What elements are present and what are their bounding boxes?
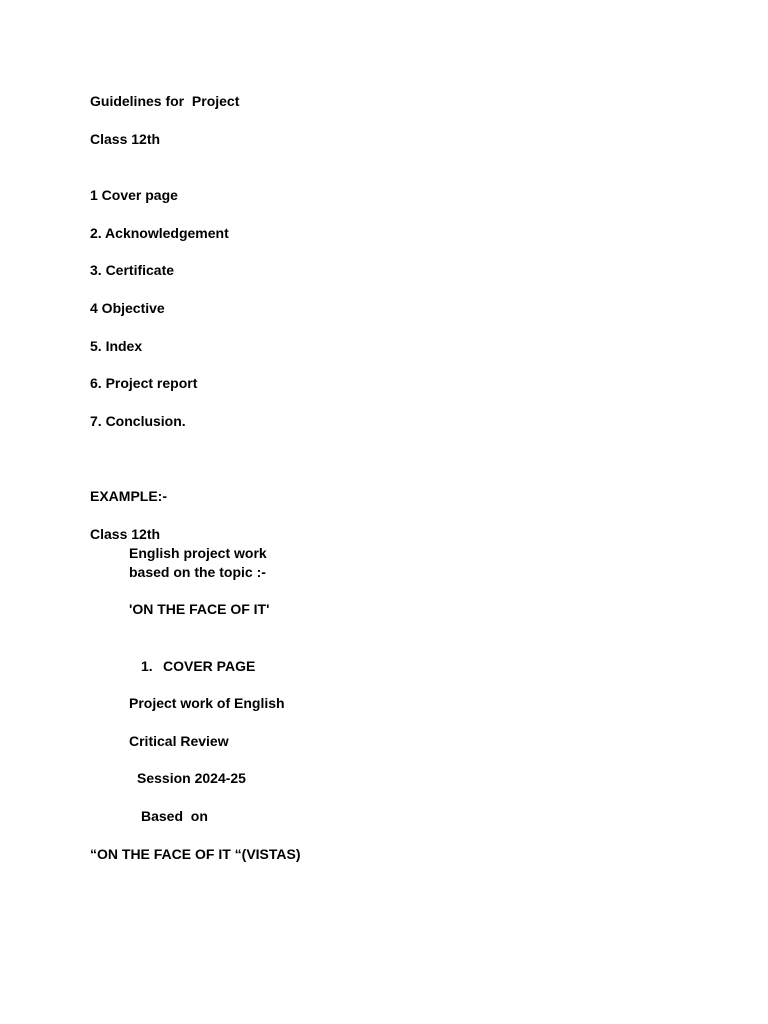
- cover-line-session: Session 2024-25: [137, 770, 246, 786]
- section-title: COVER PAGE: [163, 658, 256, 674]
- guideline-item-certificate: 3. Certificate: [90, 262, 175, 278]
- guideline-item-project-report: 6. Project report: [90, 375, 198, 391]
- guideline-item-acknowledgement: 2. Acknowledgement: [90, 225, 229, 241]
- guideline-item-conclusion: 7. Conclusion.: [90, 413, 186, 429]
- example-work-line: English project work: [129, 545, 267, 561]
- example-topic-line: based on the topic :-: [129, 564, 266, 580]
- example-topic: 'ON THE FACE OF IT': [129, 601, 270, 617]
- example-class-label: Class 12th: [90, 526, 161, 542]
- example-heading: EXAMPLE:-: [90, 488, 167, 504]
- guideline-item-index: 5. Index: [90, 338, 143, 354]
- final-title-line: “ON THE FACE OF IT “(VISTAS): [90, 846, 301, 862]
- document-title: Guidelines for Project: [90, 93, 240, 109]
- cover-line-critical-review: Critical Review: [129, 733, 229, 749]
- class-label: Class 12th: [90, 131, 161, 147]
- cover-line-project-work: Project work of English: [129, 695, 285, 711]
- section-number: 1.: [141, 658, 153, 674]
- guideline-item-cover-page: 1 Cover page: [90, 187, 178, 203]
- guideline-item-objective: 4 Objective: [90, 300, 165, 316]
- cover-line-based-on: Based on: [141, 808, 208, 824]
